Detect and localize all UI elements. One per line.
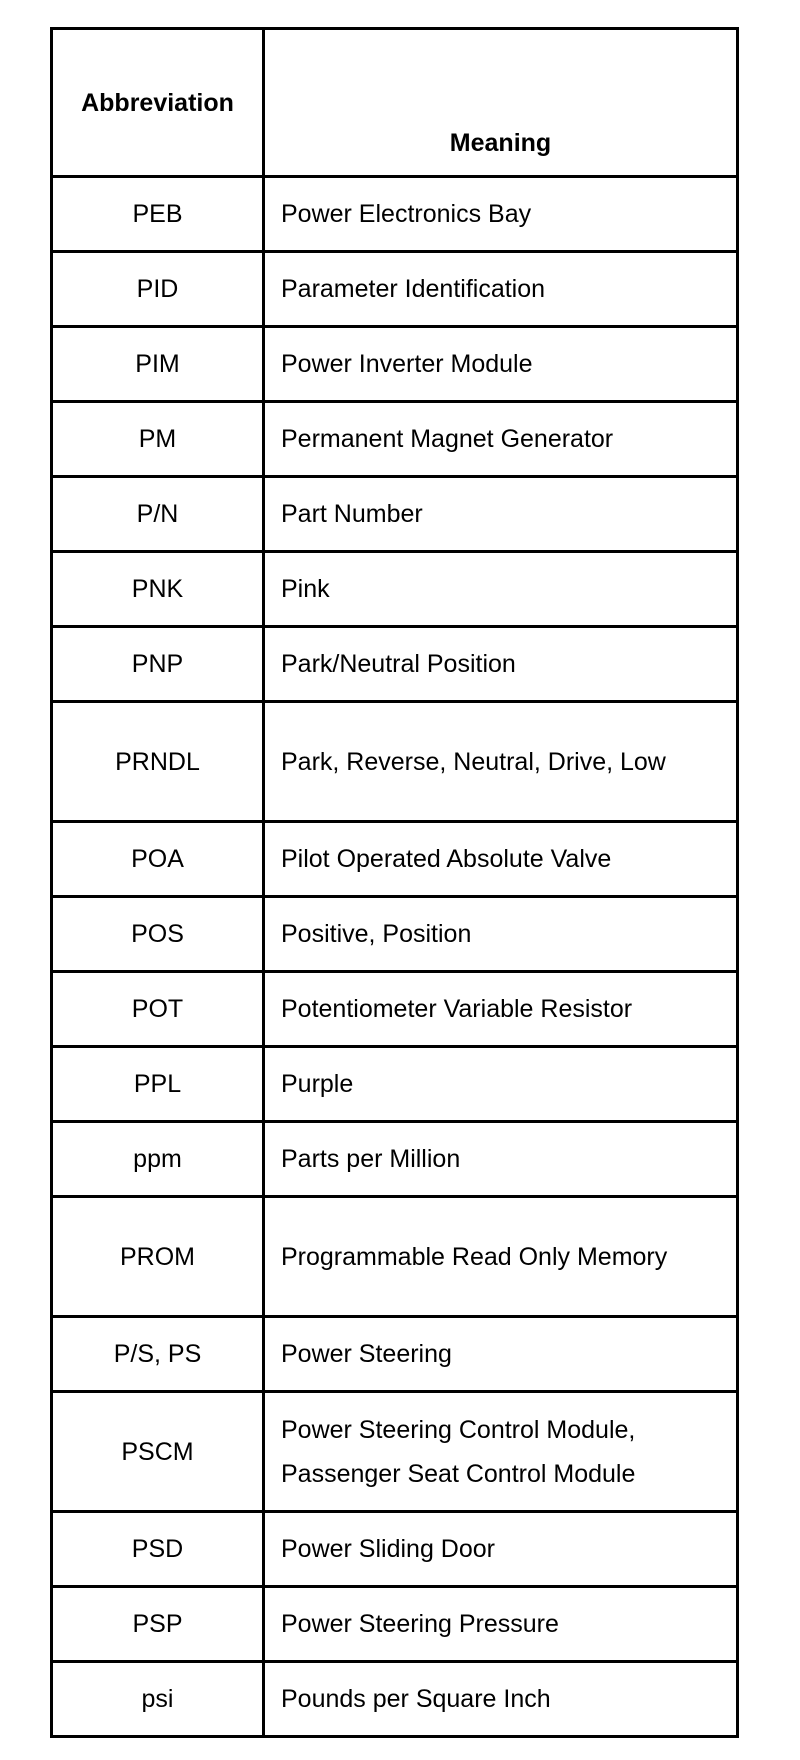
- meaning-cell: Park, Reverse, Neutral, Drive, Low: [264, 702, 738, 822]
- abbreviation-cell: psi: [52, 1662, 264, 1737]
- table-row: [52, 1392, 738, 1512]
- abbreviation-cell: P/S, PS: [52, 1317, 264, 1392]
- table-row: [52, 627, 738, 702]
- meaning-cell: Part Number: [264, 477, 738, 552]
- meaning-cell: Purple: [264, 1047, 738, 1122]
- table-row: [52, 1512, 738, 1587]
- header-meaning: Meaning: [264, 29, 738, 177]
- abbreviation-cell: POT: [52, 972, 264, 1047]
- meaning-cell: Parts per Million: [264, 1122, 738, 1197]
- abbreviation-cell: PSP: [52, 1587, 264, 1662]
- abbreviation-cell: PEB: [52, 177, 264, 252]
- meaning-cell: Potentiometer Variable Resistor: [264, 972, 738, 1047]
- abbreviation-cell: PROM: [52, 1197, 264, 1317]
- table-header-row: [52, 29, 738, 177]
- abbreviation-cell: POS: [52, 897, 264, 972]
- table-row: [52, 177, 738, 252]
- meaning-cell: Positive, Position: [264, 897, 738, 972]
- meaning-cell: Permanent Magnet Generator: [264, 402, 738, 477]
- table-row: [52, 402, 738, 477]
- table-row: [52, 252, 738, 327]
- abbreviation-table: [50, 27, 739, 1738]
- table-row: [52, 1122, 738, 1197]
- meaning-cell: Power Inverter Module: [264, 327, 738, 402]
- table-row: [52, 1662, 738, 1737]
- meaning-cell: Pink: [264, 552, 738, 627]
- meaning-cell: Power Sliding Door: [264, 1512, 738, 1587]
- meaning-cell: Pounds per Square Inch: [264, 1662, 738, 1737]
- table-row: [52, 477, 738, 552]
- table-row: [52, 1197, 738, 1317]
- abbreviation-cell: PSD: [52, 1512, 264, 1587]
- abbreviation-cell: P/N: [52, 477, 264, 552]
- abbreviation-cell: PPL: [52, 1047, 264, 1122]
- meaning-cell: Pilot Operated Absolute Valve: [264, 822, 738, 897]
- table-row: [52, 1047, 738, 1122]
- meaning-cell: Power Steering: [264, 1317, 738, 1392]
- abbreviation-cell: PID: [52, 252, 264, 327]
- table-row: [52, 327, 738, 402]
- abbreviation-cell: PIM: [52, 327, 264, 402]
- abbreviation-cell: PRNDL: [52, 702, 264, 822]
- meaning-cell: Power Electronics Bay: [264, 177, 738, 252]
- meaning-cell: Power Steering Control Module, Passenger Seat Control Module: [264, 1392, 738, 1512]
- table-row: [52, 897, 738, 972]
- meaning-cell: Park/Neutral Position: [264, 627, 738, 702]
- table-row: [52, 822, 738, 897]
- abbreviation-cell: PSCM: [52, 1392, 264, 1512]
- meaning-cell: Parameter Identification: [264, 252, 738, 327]
- abbreviation-cell: POA: [52, 822, 264, 897]
- abbreviation-cell: PNK: [52, 552, 264, 627]
- meaning-cell: Programmable Read Only Memory: [264, 1197, 738, 1317]
- header-abbreviation: Abbreviation: [52, 29, 264, 177]
- meaning-cell: Power Steering Pressure: [264, 1587, 738, 1662]
- table-row: [52, 972, 738, 1047]
- abbreviation-cell: ppm: [52, 1122, 264, 1197]
- table-row: [52, 1587, 738, 1662]
- table-row: [52, 702, 738, 822]
- table-row: [52, 552, 738, 627]
- abbreviation-cell: PNP: [52, 627, 264, 702]
- table-row: [52, 1317, 738, 1392]
- abbreviation-cell: PM: [52, 402, 264, 477]
